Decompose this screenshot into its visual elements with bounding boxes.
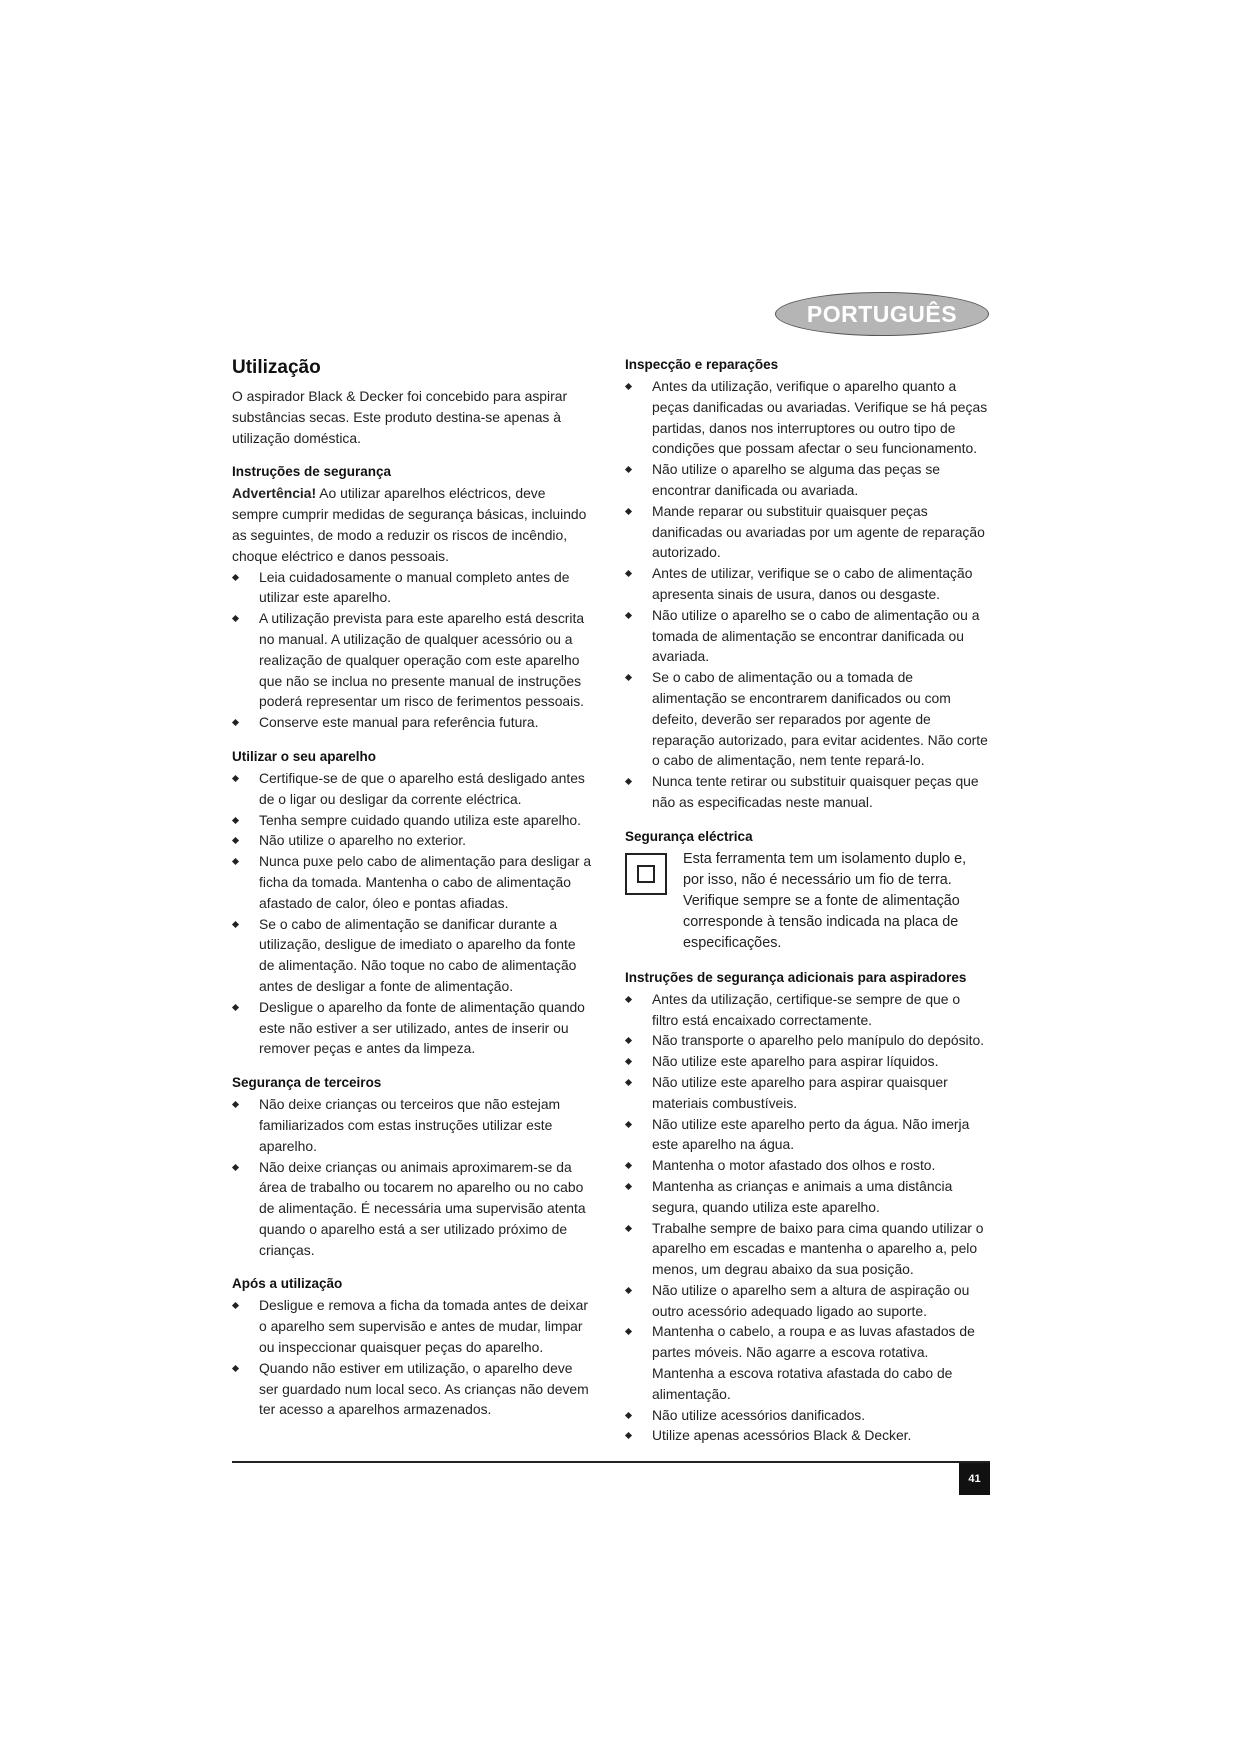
list-item: [625, 1425, 990, 1446]
list-item-text: Se o cabo de alimentação ou a tomada de alimentação se encontrarem danificados ou com defeito, deverão ser reparados por agente de reparação autorizado, para evitar acidentes. Não corte o cabo de alimentação, nem tente repará-lo.: [652, 669, 988, 769]
list-item: [625, 1280, 990, 1322]
list-item: [625, 501, 990, 563]
list-item-text: Desligue e remova a ficha da tomada antes de deixar o aparelho sem supervisão e antes de mudar, limpar ou inspeccionar quaisquer peças do aparelho.: [259, 1297, 588, 1356]
language-badge: [775, 292, 989, 336]
bullet-icon: [625, 570, 632, 577]
electrical-section: [625, 849, 990, 954]
bullet-icon: [625, 996, 632, 1003]
warning-text: Ao utilizar aparelhos eléctricos, deve sempre cumprir medidas de segurança básicas, incluindo as seguintes, de modo a reduzir os riscos de incêndio, choque eléctrico e danos pessoais.: [232, 485, 587, 564]
bullet-icon: [232, 858, 239, 865]
bullet-icon: [232, 719, 239, 726]
list-item-text: Não deixe crianças ou terceiros que não estejam familiarizados com estas instruções utilizar este aparelho.: [259, 1096, 561, 1154]
bullet-icon: [232, 1302, 239, 1309]
list-item: [625, 1405, 990, 1426]
list-item: [625, 771, 990, 813]
bullet-icon: [625, 466, 632, 473]
bullet-icon: [232, 615, 239, 622]
page-number: [959, 1463, 990, 1495]
footer-divider: [232, 1461, 990, 1463]
list-item-text: Tenha sempre cuidado quando utiliza este aparelho.: [259, 811, 582, 828]
list-item: [625, 605, 990, 667]
bullet-icon: [625, 1058, 632, 1065]
list-item: [232, 1295, 594, 1357]
bullet-icon: [232, 920, 239, 927]
bullet-icon: [625, 1037, 632, 1044]
bullet-icon: [625, 1079, 632, 1086]
list-item-text: Não utilize acessórios danificados.: [652, 1406, 866, 1423]
list-item-text: Não utilize o aparelho no exterior.: [259, 832, 466, 849]
bullet-icon: [625, 1120, 632, 1127]
list-item: [232, 810, 594, 831]
bullet-icon: [625, 778, 632, 785]
list-item: [232, 914, 594, 997]
safety-list: [232, 567, 594, 733]
list-item: [625, 989, 990, 1031]
bullet-icon: [232, 574, 239, 581]
vacuum-heading: Instruções de segurança adicionais para aspiradores: [625, 969, 967, 985]
bullet-icon: [625, 1432, 632, 1439]
after-heading: Após a utilização: [232, 1276, 343, 1292]
list-item-text: Não utilize o aparelho se alguma das peças se encontrar danificada ou avariada.: [652, 461, 941, 498]
list-item-text: Conserve este manual para referência futura.: [259, 714, 539, 731]
list-item: [232, 997, 594, 1059]
list-item-text: Mantenha o motor afastado dos olhos e rosto.: [652, 1157, 936, 1174]
list-item-text: Antes de utilizar, verifique se o cabo de alimentação apresenta sinais de usura, danos ou desgaste.: [652, 565, 973, 602]
bullet-icon: [625, 674, 632, 681]
left-column: [232, 355, 594, 1420]
list-item: [625, 1114, 990, 1156]
bullet-icon: [232, 1101, 239, 1108]
list-item: [232, 1157, 594, 1261]
bullet-icon: [232, 817, 239, 824]
electrical-heading: Segurança eléctrica: [625, 828, 753, 844]
list-item: [232, 567, 594, 609]
list-item-text: Não utilize este aparelho para aspirar quaisquer materiais combustíveis.: [652, 1073, 948, 1111]
list-item: [625, 459, 990, 501]
list-item-text: Utilize apenas acessórios Black & Decker.: [652, 1427, 912, 1444]
page-title: Utilização: [232, 357, 321, 378]
list-item: [232, 1094, 594, 1156]
list-item-text: Nunca tente retirar ou substituir quaisquer peças que não as especificadas neste manual.: [652, 773, 979, 810]
page-number-text: 41: [968, 1473, 981, 1485]
list-item: [625, 563, 990, 605]
list-item-text: A utilização prevista para este aparelho está descrita no manual. A utilização de qualquer acessório ou a realização de qualquer operação com este aparelho que não se inclua no presente manual de instruções poderá representar um risco de ferimentos pessoais.: [259, 610, 585, 710]
bullet-icon: [625, 1183, 632, 1190]
list-item-text: Mantenha as crianças e animais a uma distância segura, quando utiliza este aparelho.: [652, 1177, 953, 1215]
safety-heading: Instruções de segurança: [232, 464, 392, 480]
inspection-heading: Inspecção e reparações: [625, 357, 779, 372]
use-list: [232, 768, 594, 1059]
list-item: [232, 851, 594, 913]
bullet-icon: [625, 612, 632, 619]
list-item-text: Se o cabo de alimentação se danificar durante a utilização, desligue de imediato o aparelho da fonte de alimentação. Não toque no cabo de alimentação antes de desligar a fonte de alimentação.: [259, 915, 577, 994]
list-item-text: Desligue o aparelho da fonte de alimentação quando este não estiver a ser utilizado, antes de inserir ou remover peças e antes da limpeza.: [259, 998, 585, 1057]
bullet-icon: [232, 837, 239, 844]
list-item: [625, 1030, 990, 1051]
list-item-text: Trabalhe sempre de baixo para cima quando utilizar o aparelho em escadas e mantenha o aparelho a, pelo menos, um degrau abaixo da sua posição.: [652, 1219, 984, 1278]
language-label: PORTUGUÊS: [806, 300, 958, 327]
list-item: [232, 768, 594, 810]
warning-label: Advertência!: [232, 485, 317, 502]
list-item: [232, 1358, 594, 1420]
list-item-text: Leia cuidadosamente o manual completo antes de utilizar este aparelho.: [259, 568, 570, 606]
list-item: [625, 1155, 990, 1176]
bullet-icon: [625, 1162, 632, 1169]
others-heading: Segurança de terceiros: [232, 1075, 382, 1091]
bullet-icon: [232, 775, 239, 782]
list-item: [232, 830, 594, 851]
use-heading: Utilizar o seu aparelho: [232, 748, 377, 764]
bullet-icon: [625, 1287, 632, 1294]
list-item-text: Quando não estiver em utilização, o aparelho deve ser guardado num local seco. As crianças não devem ter acesso a aparelhos armazenados.: [259, 1359, 589, 1418]
vacuum-list: [625, 989, 990, 1447]
list-item: [625, 1072, 990, 1114]
bullet-icon: [625, 1224, 632, 1231]
list-item-text: Não utilize este aparelho perto da água. Não imerja este aparelho na água.: [652, 1115, 970, 1153]
list-item-text: Certifique-se de que o aparelho está desligado antes de o ligar ou desligar da corrente eléctrica.: [259, 769, 585, 807]
list-item: [625, 667, 990, 771]
list-item-text: Mande reparar ou substituir quaisquer peças danificadas ou avariadas por um agente de reparação autorizado.: [652, 502, 985, 561]
list-item-text: Nunca puxe pelo cabo de alimentação para desligar a ficha da tomada. Mantenha o cabo de alimentação afastado de calor, óleo e pontas afiadas.: [259, 853, 592, 911]
bullet-icon: [232, 1163, 239, 1170]
right-column: [625, 355, 990, 1446]
bullet-icon: [625, 1328, 632, 1335]
list-item: [625, 1176, 990, 1218]
bullet-icon: [625, 508, 632, 515]
after-list: [232, 1295, 594, 1420]
list-item: [625, 1218, 990, 1280]
list-item-text: Antes da utilização, verifique o aparelho quanto a peças danificadas ou avariadas. Verifique se há peças partidas, danos nos interruptores ou outro tipo de condições que possam afectar o seu funcionamento.: [652, 378, 988, 457]
double-insulation-icon: [625, 853, 667, 895]
list-item-text: Não utilize este aparelho para aspirar líquidos.: [652, 1053, 939, 1070]
list-item-text: Não transporte o aparelho pelo manípulo do depósito.: [652, 1032, 985, 1049]
bullet-icon: [232, 1004, 239, 1011]
list-item: [625, 376, 990, 459]
list-item-text: Antes da utilização, certifique-se sempre de que o filtro está encaixado correctamente.: [652, 990, 961, 1028]
list-item: [625, 1321, 990, 1404]
intro-paragraph: O aspirador Black & Decker foi concebido para aspirar substâncias secas. Este produto destina-se apenas à utilização doméstica.: [232, 388, 568, 446]
list-item: [232, 608, 594, 712]
safety-warning: [232, 483, 594, 566]
bullet-icon: [625, 1412, 632, 1419]
list-item-text: Não deixe crianças ou animais aproximarem-se da área de trabalho ou tocarem no aparelho ou no cabo de alimentação. É necessária uma supervisão atenta quando o aparelho está a ser utilizado próximo de crianças.: [259, 1158, 586, 1258]
list-item-text: Não utilize o aparelho se o cabo de alimentação ou a tomada de alimentação se encontrar danificada ou avariada.: [652, 606, 980, 665]
bullet-icon: [232, 1365, 239, 1372]
others-list: [232, 1094, 594, 1260]
list-item-text: Mantenha o cabelo, a roupa e as luvas afastados de partes móveis. Não agarre a escova rotativa. Mantenha a escova rotativa afastada do cabo de alimentação.: [652, 1323, 975, 1402]
list-item-text: Não utilize o aparelho sem a altura de aspiração ou outro acessório adequado ligado ao suporte.: [652, 1281, 970, 1319]
list-item: [625, 1051, 990, 1072]
list-item: [232, 712, 594, 733]
bullet-icon: [625, 383, 632, 390]
electrical-text: Esta ferramenta tem um isolamento duplo e, por isso, não é necessário um fio de terra. Verifique sempre se a fonte de alimentação corresponde à tensão indicada na placa de especificações.: [683, 850, 967, 951]
inspection-list: [625, 376, 990, 813]
